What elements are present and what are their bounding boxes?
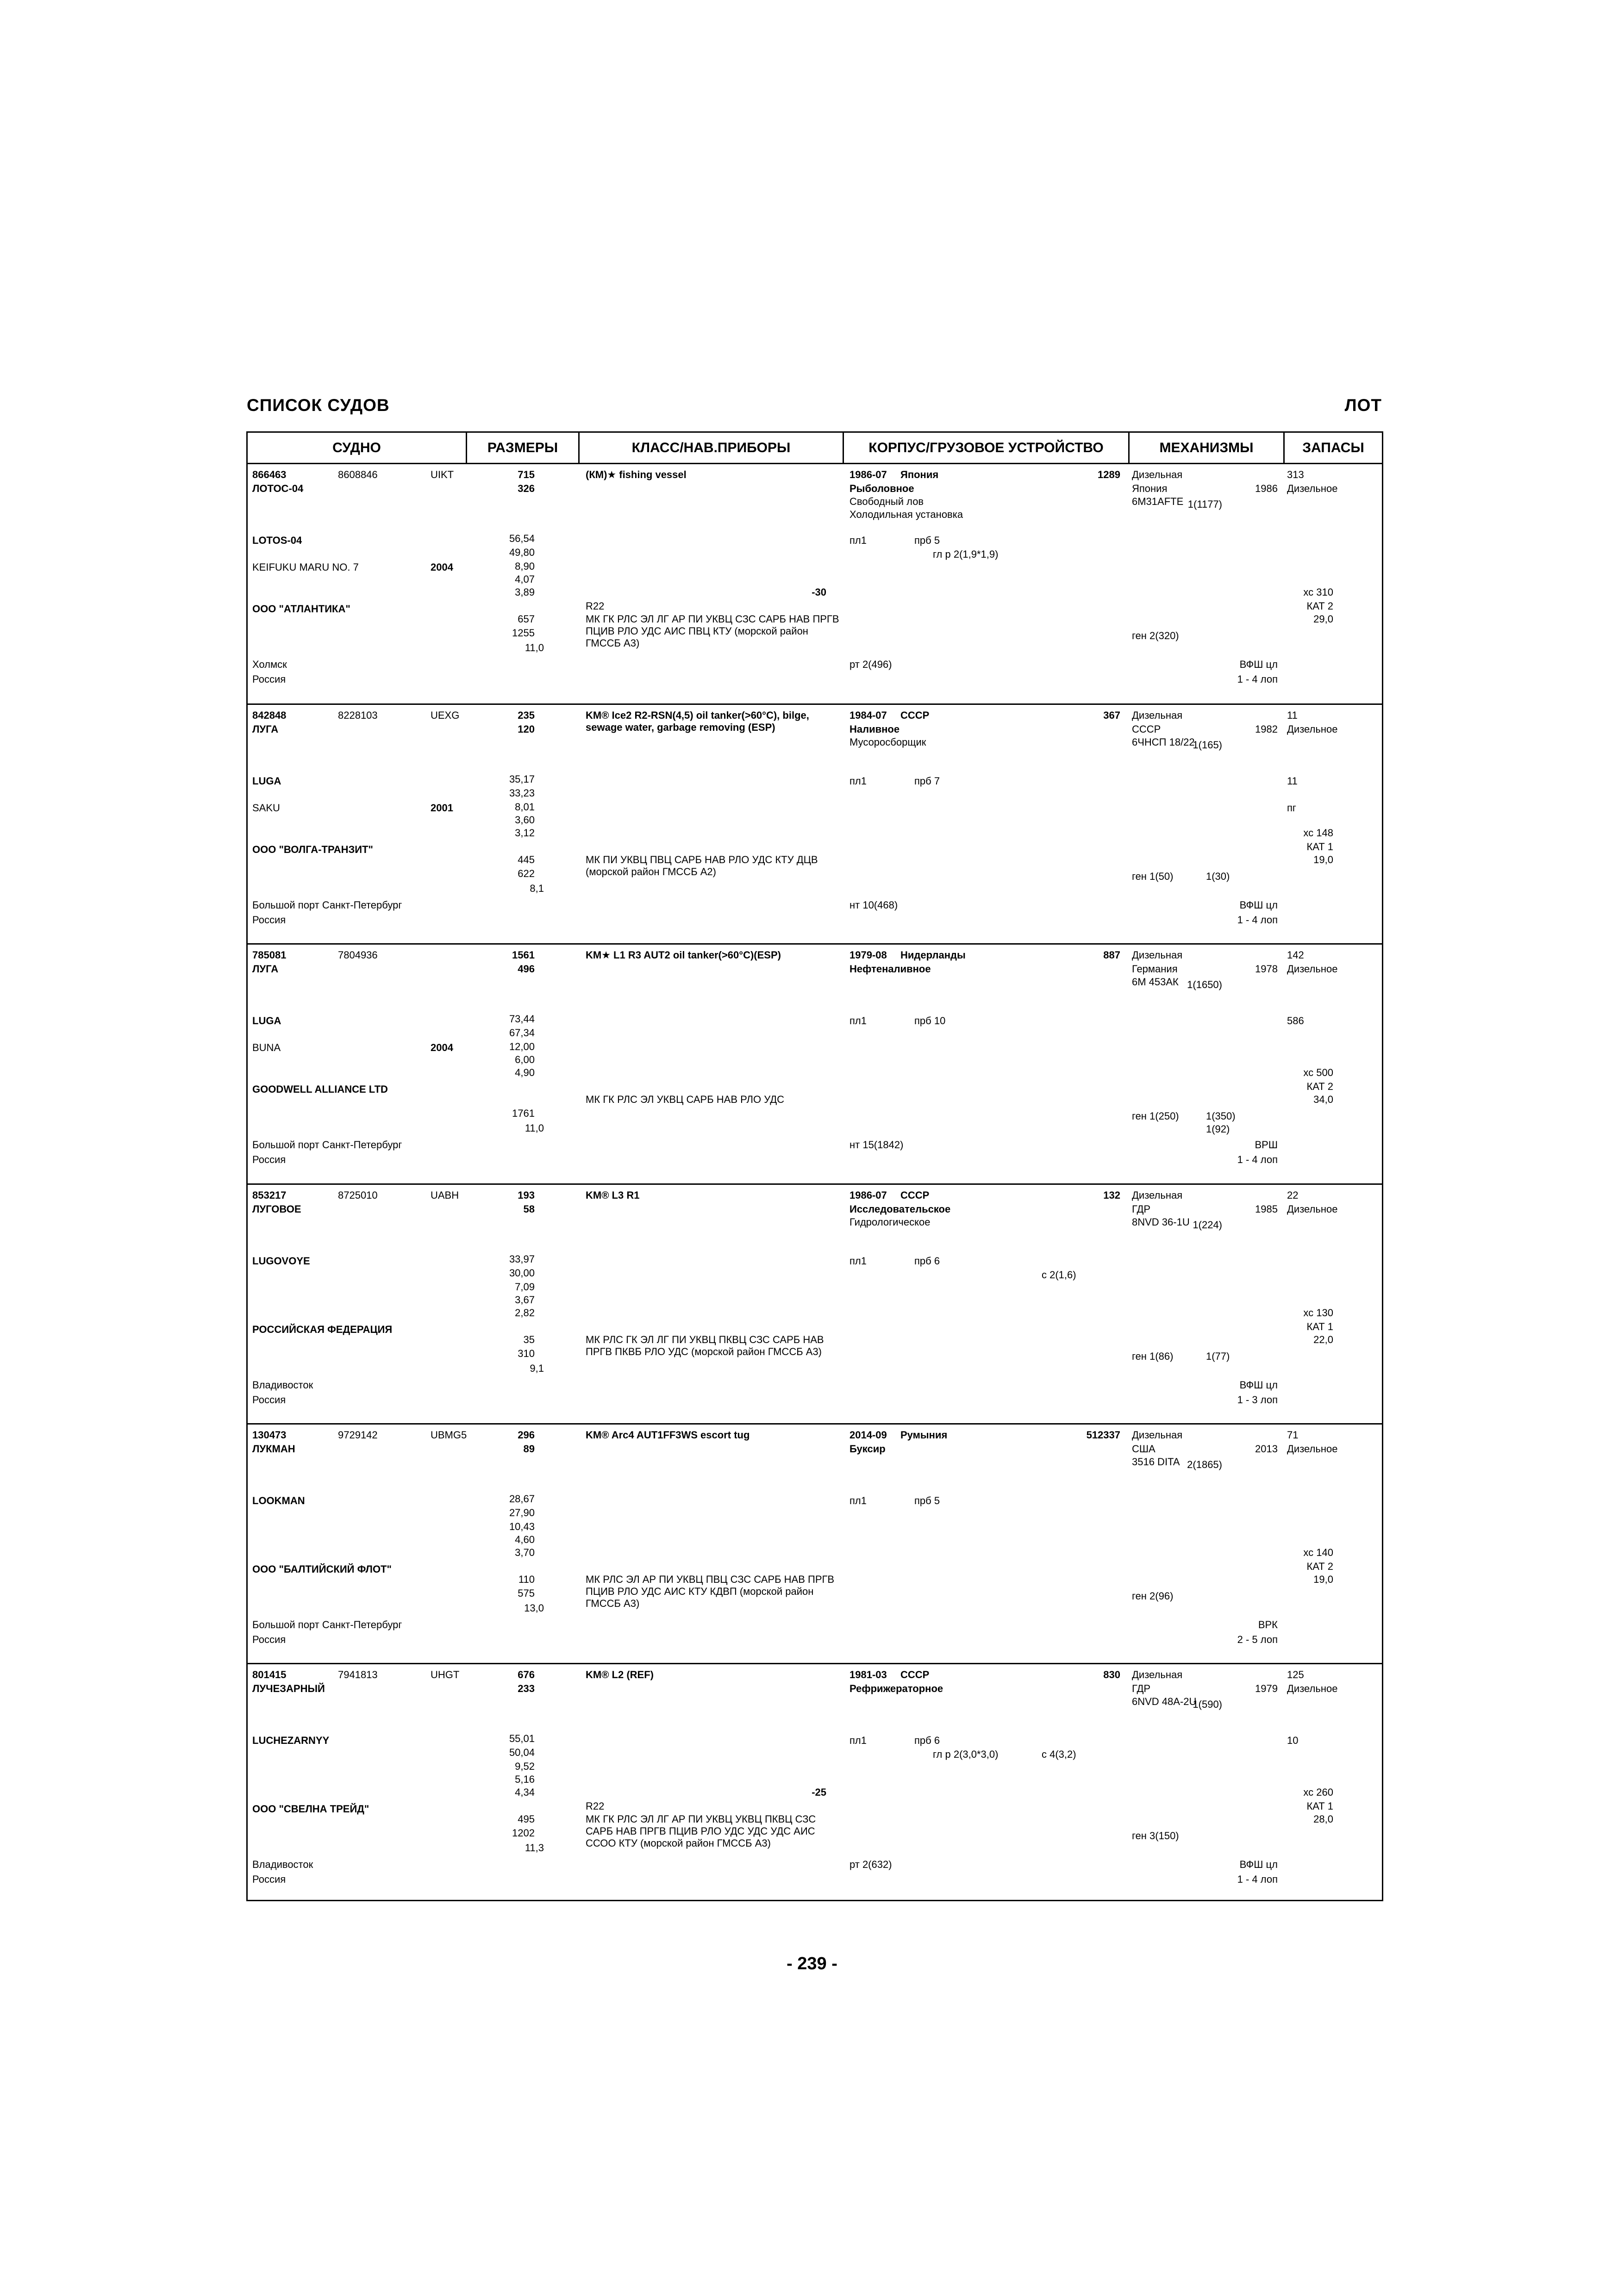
fuel-quantity: 142 [1287,949,1304,961]
range: 34,0 [1313,1094,1333,1105]
cranes: прб 6 [914,1735,940,1746]
ship-record [248,1663,1382,1901]
length-pp: 30,00 [509,1267,535,1279]
ship-record [248,1183,1382,1425]
ice-class: хс 148 [1303,827,1333,839]
refrigeration-temperature: -25 [812,1786,826,1798]
generators: ген 1(250) [1132,1110,1179,1122]
vessel-type: Рефрижераторное [849,1683,943,1694]
fuel-quantity: 313 [1287,469,1304,480]
length-pp: 27,90 [509,1507,535,1518]
range: 29,0 [1313,613,1333,625]
engine-model: 3516 DITA [1132,1456,1180,1468]
capacity-2: 575 [518,1587,535,1599]
net-tonnage: 233 [518,1683,535,1694]
vessel-type: Рыболовное [849,483,914,494]
build-country: Румыния [900,1429,948,1441]
generators-tertiary: 1(92) [1206,1123,1230,1135]
vessel-type-note: Мусоросборщик [849,736,926,748]
generators-secondary: 1(350) [1206,1110,1236,1122]
propeller-type: ВФШ цл [1239,1379,1278,1391]
speed: 11,0 [525,642,544,653]
port-of-registry: Большой порт Санкт-Петербург [252,1619,402,1630]
deadweight: 367 [1103,709,1120,721]
column-header-hull: КОРПУС/ГРУЗОВОЕ УСТРОЙСТВО [868,440,1104,455]
engine-year: 1986 [1255,483,1278,494]
port-of-registry: Холмск [252,659,287,670]
generators-secondary: 1(30) [1206,871,1230,882]
port-of-registry: Владивосток [252,1379,313,1391]
fuel-type: Дизельное [1287,963,1338,975]
engine-power: 1(165) [1193,739,1222,751]
propeller-type: ВРК [1258,1619,1278,1630]
net-tonnage: 58 [523,1203,535,1215]
ice-class: хс 260 [1303,1786,1333,1798]
engine-country: Япония [1132,483,1168,494]
engine-type: Дизельная [1132,1429,1183,1441]
vessel-name-latin: LOOKMAN [252,1495,305,1506]
fuel-quantity: 11 [1287,709,1298,721]
speed: 11,3 [525,1842,544,1854]
engine-type: Дизельная [1132,469,1183,480]
engine-power: 1(590) [1193,1699,1222,1710]
depth: 4,07 [515,573,535,585]
propeller-blades: 1 - 3 лоп [1237,1394,1278,1406]
owner-name: ООО "СВЕЛНА ТРЕЙД" [252,1803,369,1815]
engine-type: Дизельная [1132,709,1183,721]
engine-country: СССР [1132,723,1161,735]
flag-country: Россия [252,1154,286,1165]
former-name: BUNA [252,1042,281,1053]
imo-number: 9729142 [338,1429,378,1441]
engine-country: США [1132,1443,1156,1455]
navigation-equipment: МК РЛС ЭЛ АР ПИ УКВЦ ПВЦ СЗС САРБ НАВ ПРГВ ПЦИВ РЛО УДС АИС КТУ КДВП (морской район ГМССБ А3) [586,1574,835,1609]
propeller-type: ВРШ [1255,1139,1278,1151]
cargo-gear: гл р 2(3,0*3,0) [933,1748,999,1760]
vessel-type: Наливное [849,723,900,735]
capacity-2: 1202 [512,1827,535,1839]
navigation-equipment: МК ПИ УКВЦ ПВЦ САРБ НАВ РЛО УДС КТУ ДЦВ (морской район ГМССБ А2) [586,854,818,877]
fuel-type: Дизельное [1287,1203,1338,1215]
port-of-registry: Владивосток [252,1859,313,1870]
flag-country: Россия [252,1634,286,1645]
propeller-type: ВФШ цл [1239,899,1278,911]
holds: пл1 [849,1015,867,1027]
reg-number: 801415 [252,1669,287,1680]
port-of-registry: Большой порт Санкт-Петербург [252,899,402,911]
engine-power: 1(224) [1193,1219,1222,1231]
length-overall: 35,17 [509,773,535,785]
class-notation: KM® Arc4 AUT1FF3WS escort tug [586,1429,750,1441]
propeller-blades: 1 - 4 лоп [1237,1873,1278,1885]
page-number: - 239 - [787,1954,837,1973]
owner-name: РОССИЙСКАЯ ФЕДЕРАЦИЯ [252,1324,393,1335]
net-tonnage: 89 [523,1443,535,1455]
draught: 2,82 [515,1307,535,1319]
gross-tonnage: 715 [518,469,535,480]
table-header [248,433,1382,464]
reg-number: 130473 [252,1429,287,1441]
holds: пл1 [849,1495,867,1506]
holds: пл1 [849,1255,867,1267]
reg-number: 842848 [252,709,287,721]
class-notation: KM® L3 R1 [586,1189,640,1201]
ship-record [248,943,1382,1185]
engine-year: 2013 [1255,1443,1278,1455]
capacity-2: 622 [518,868,535,879]
length-overall: 73,44 [509,1013,535,1025]
vessel-type: Исследовательское [849,1203,951,1215]
build-date: 2014-09 [849,1429,887,1441]
class-notation: (КМ)★ fishing vessel [586,469,687,480]
flag-country: Россия [252,1873,286,1885]
vessel-name-latin: LUGOVOYE [252,1255,310,1267]
breadth: 10,43 [509,1521,535,1532]
build-country: Нидерланды [900,949,966,961]
generators: ген 2(96) [1132,1590,1174,1602]
propeller-blades: 1 - 4 лоп [1237,673,1278,685]
vessel-name: ЛУГА [252,723,279,735]
engine-year: 1978 [1255,963,1278,975]
capacity-1: 445 [518,854,535,865]
breadth: 7,09 [515,1281,535,1293]
fuel-quantity-secondary: 586 [1287,1015,1304,1027]
generators: ген 1(50) [1132,871,1174,882]
build-date: 1986-07 [849,1189,887,1201]
cranes: прб 5 [914,535,940,546]
vessel-name-latin: LUCHEZARNYY [252,1735,330,1746]
cargo-gear-secondary: с 2(1,6) [1042,1269,1076,1281]
page-title: СПИСОК СУДОВ [247,396,390,415]
gross-tonnage: 296 [518,1429,535,1441]
draught: 3,89 [515,586,535,598]
engine-year: 1982 [1255,723,1278,735]
ice-class: хс 310 [1303,586,1333,598]
vessel-name: ЛУГА [252,963,279,975]
vessel-type: Буксир [849,1443,886,1455]
capacity-1: 495 [518,1813,535,1825]
tanks: нт 15(1842) [849,1139,904,1151]
vessel-name-latin: LUGA [252,775,281,787]
navigation-equipment: МК ГК РЛС ЭЛ УКВЦ САРБ НАВ РЛО УДС [586,1094,784,1105]
cranes: прб 6 [914,1255,940,1267]
ship-list-table [246,431,1383,1901]
cargo-gear-secondary: с 4(3,2) [1042,1748,1076,1760]
refrigerant: R22 [586,600,605,612]
call-sign: UBMG5 [431,1429,467,1441]
length-pp: 49,80 [509,547,535,558]
draught: 3,70 [515,1547,535,1558]
speed: 13,0 [524,1602,544,1614]
vessel-name: ЛОТОС-04 [252,483,304,494]
speed: 9,1 [530,1363,544,1374]
vessel-name: ЛУКМАН [252,1443,295,1455]
depth: 3,67 [515,1294,535,1306]
engine-model: 6М 453АК [1132,976,1179,988]
speed: 8,1 [530,883,544,894]
deadweight: 830 [1103,1669,1120,1680]
propeller-type: ВФШ цл [1239,659,1278,670]
vessel-type: Нефтеналивное [849,963,931,975]
engine-power: 1(1650) [1187,979,1222,990]
engine-power: 2(1865) [1187,1459,1222,1470]
draught: 4,34 [515,1786,535,1798]
gross-tonnage: 193 [518,1189,535,1201]
vessel-name-latin: LOTOS-04 [252,535,302,546]
engine-model: 6M31AFTE [1132,496,1184,507]
letter-range-title: ЛОТ [1344,396,1382,415]
generators-secondary: 1(77) [1206,1350,1230,1362]
fuel-quantity: 71 [1287,1429,1299,1441]
generators: ген 2(320) [1132,630,1179,641]
build-country: СССР [900,1189,930,1201]
former-name-year: 2004 [431,561,453,573]
engine-year: 1985 [1255,1203,1278,1215]
speed: 11,0 [525,1122,544,1134]
category: КАТ 1 [1306,1321,1333,1332]
engine-type: Дизельная [1132,1189,1183,1201]
build-date: 1981-03 [849,1669,887,1680]
owner-name: ООО "ВОЛГА-ТРАНЗИТ" [252,844,373,855]
imo-number: 7941813 [338,1669,378,1680]
category: КАТ 1 [1306,841,1333,852]
imo-number: 7804936 [338,949,378,961]
cranes: прб 5 [914,1495,940,1506]
net-tonnage: 326 [518,483,535,494]
flag-country: Россия [252,673,286,685]
reg-number: 853217 [252,1189,287,1201]
deadweight: 512337 [1086,1429,1120,1441]
length-overall: 28,67 [509,1493,535,1505]
capacity-2: 1255 [512,627,535,639]
reg-number: 785081 [252,949,287,961]
holds: пл1 [849,1735,867,1746]
capacity-1: 110 [518,1574,535,1585]
ice-class: хс 500 [1303,1067,1333,1078]
fuel-type: Дизельное [1287,483,1338,494]
breadth: 8,90 [515,560,535,572]
engine-power: 1(1177) [1187,498,1222,510]
ice-class: хс 140 [1303,1547,1333,1558]
engine-country: Германия [1132,963,1178,975]
range: 19,0 [1313,1574,1333,1585]
gross-tonnage: 676 [518,1669,535,1680]
fuel-quantity-secondary: 11 [1287,775,1298,787]
build-country: СССР [900,709,930,721]
vessel-type-note: Гидрологическое [849,1216,931,1228]
owner-name: ООО "БАЛТИЙСКИЙ ФЛОТ" [252,1563,392,1575]
length-pp: 50,04 [509,1747,535,1758]
propeller-blades: 1 - 4 лоп [1237,914,1278,926]
ship-record [248,464,1382,703]
call-sign: UIKT [431,469,454,480]
refrigeration-temperature: -30 [812,586,826,598]
class-notation: KM® L2 (REF) [586,1669,654,1680]
build-date: 1986-07 [849,469,887,480]
imo-number: 8725010 [338,1189,378,1201]
former-name: SAKU [252,802,280,814]
engine-year: 1979 [1255,1683,1278,1694]
ship-record [248,703,1382,945]
cranes: прб 7 [914,775,940,787]
former-name-year: 2001 [431,802,453,814]
former-name-year: 2004 [431,1042,453,1053]
vessel-type-note: Свободный лов [849,496,924,507]
fuel-type: Дизельное [1287,1443,1338,1455]
build-country: СССР [900,1669,930,1680]
gross-tonnage: 1561 [512,949,535,961]
capacity-1: 35 [523,1334,535,1345]
imo-number: 8228103 [338,709,378,721]
breadth: 8,01 [515,801,535,813]
propeller-type: ВФШ цл [1239,1859,1278,1870]
engine-type: Дизельная [1132,949,1183,961]
tanks: рт 2(496) [849,659,892,670]
build-date: 1979-08 [849,949,887,961]
engine-model: 6NVD 48A-2U [1132,1696,1197,1707]
ice-class: хс 130 [1303,1307,1333,1319]
category: КАТ 2 [1306,1561,1333,1572]
port-of-registry: Большой порт Санкт-Петербург [252,1139,402,1151]
deadweight: 887 [1103,949,1120,961]
vessel-name: ЛУГОВОЕ [252,1203,301,1215]
holds: пл1 [849,775,867,787]
depth: 6,00 [515,1054,535,1065]
deadweight: 132 [1103,1189,1120,1201]
cargo-gear: гл р 2(1,9*1,9) [933,548,999,560]
former-name: KEIFUKU MARU NO. 7 [252,561,359,573]
net-tonnage: 120 [518,723,535,735]
ship-record [248,1423,1382,1664]
column-header-class: КЛАСС/НАВ.ПРИБОРЫ [631,440,791,455]
capacity-1: 657 [518,613,535,625]
engine-country: ГДР [1132,1683,1151,1694]
capacity-2: 1761 [512,1108,535,1119]
length-pp: 67,34 [509,1027,535,1039]
propeller-blades: 2 - 5 лоп [1237,1634,1278,1645]
fuel-quantity: 22 [1287,1189,1299,1201]
draught: 4,90 [515,1067,535,1078]
range: 22,0 [1313,1334,1333,1345]
propeller-blades: 1 - 4 лоп [1237,1154,1278,1165]
depth: 5,16 [515,1773,535,1785]
range: 19,0 [1313,854,1333,865]
fuel-secondary: пг [1287,802,1296,814]
cranes: прб 10 [914,1015,946,1027]
holds: пл1 [849,535,867,546]
breadth: 12,00 [509,1041,535,1052]
category: КАТ 2 [1306,1081,1333,1092]
length-pp: 33,23 [509,787,535,799]
call-sign: UHGT [431,1669,460,1680]
column-header-machinery: МЕХАНИЗМЫ [1159,440,1254,455]
class-notation: KM★ L1 R3 AUT2 oil tanker(>60°C)(ESP) [586,949,781,961]
generators: ген 1(86) [1132,1350,1174,1362]
fuel-type: Дизельное [1287,723,1338,735]
depth: 3,60 [515,814,535,826]
reg-number: 866463 [252,469,287,480]
engine-type: Дизельная [1132,1669,1183,1680]
column-header-dimensions: РАЗМЕРЫ [487,440,558,455]
length-overall: 56,54 [509,533,535,544]
depth: 4,60 [515,1534,535,1545]
navigation-equipment: МК ГК РЛС ЭЛ ЛГ АР ПИ УКВЦ УКВЦ ПКВЦ СЗС САРБ НАВ ПРГВ ПЦИВ РЛО УДС УДС УДС АИС ССОО КТУ (морской район ГМССБ А3) [586,1813,816,1849]
navigation-equipment: МК РЛС ГК ЭЛ ЛГ ПИ УКВЦ ПКВЦ СЗС САРБ НАВ ПРГВ ПКВБ РЛО УДС (морской район ГМССБ А3) [586,1334,824,1357]
tanks: рт 2(632) [849,1859,892,1870]
refrigerant: R22 [586,1800,605,1812]
fuel-quantity: 125 [1287,1669,1304,1680]
engine-model: 6ЧНСП 18/22 [1132,736,1195,748]
length-overall: 33,97 [509,1253,535,1265]
draught: 3,12 [515,827,535,839]
vessel-name-latin: LUGA [252,1015,281,1027]
gross-tonnage: 235 [518,709,535,721]
net-tonnage: 496 [518,963,535,975]
imo-number: 8608846 [338,469,378,480]
flag-country: Россия [252,914,286,926]
capacity-2: 310 [518,1348,535,1359]
call-sign: UEXG [431,709,460,721]
breadth: 9,52 [515,1761,535,1772]
build-date: 1984-07 [849,709,887,721]
fuel-quantity-secondary: 10 [1287,1735,1299,1746]
owner-name: ООО "АТЛАНТИКА" [252,603,350,615]
column-header-vessel: СУДНО [332,440,381,455]
column-header-stores: ЗАПАСЫ [1302,440,1364,455]
tanks: нт 10(468) [849,899,898,911]
deadweight: 1289 [1098,469,1120,480]
vessel-type-note: Холодильная установка [849,509,963,520]
call-sign: UABH [431,1189,459,1201]
category: КАТ 2 [1306,600,1333,612]
build-country: Япония [900,469,939,480]
engine-country: ГДР [1132,1203,1151,1215]
category: КАТ 1 [1306,1800,1333,1812]
flag-country: Россия [252,1394,286,1406]
range: 28,0 [1313,1813,1333,1825]
generators: ген 3(150) [1132,1830,1179,1842]
class-notation: KM® Ice2 R2-RSN(4,5) oil tanker(>60°C), bilge, sewage water, garbage removing (ESP) [586,709,809,733]
length-overall: 55,01 [509,1733,535,1744]
vessel-name: ЛУЧЕЗАРНЫЙ [252,1683,325,1694]
owner-name: GOODWELL ALLIANCE LTD [252,1083,388,1095]
fuel-type: Дизельное [1287,1683,1338,1694]
engine-model: 8NVD 36-1U [1132,1216,1190,1228]
navigation-equipment: МК ГК РЛС ЭЛ ЛГ АР ПИ УКВЦ СЗС САРБ НАВ ПРГВ ПЦИВ РЛО УДС АИС ПВЦ КТУ (морской район ГМССБ А3) [586,613,839,649]
